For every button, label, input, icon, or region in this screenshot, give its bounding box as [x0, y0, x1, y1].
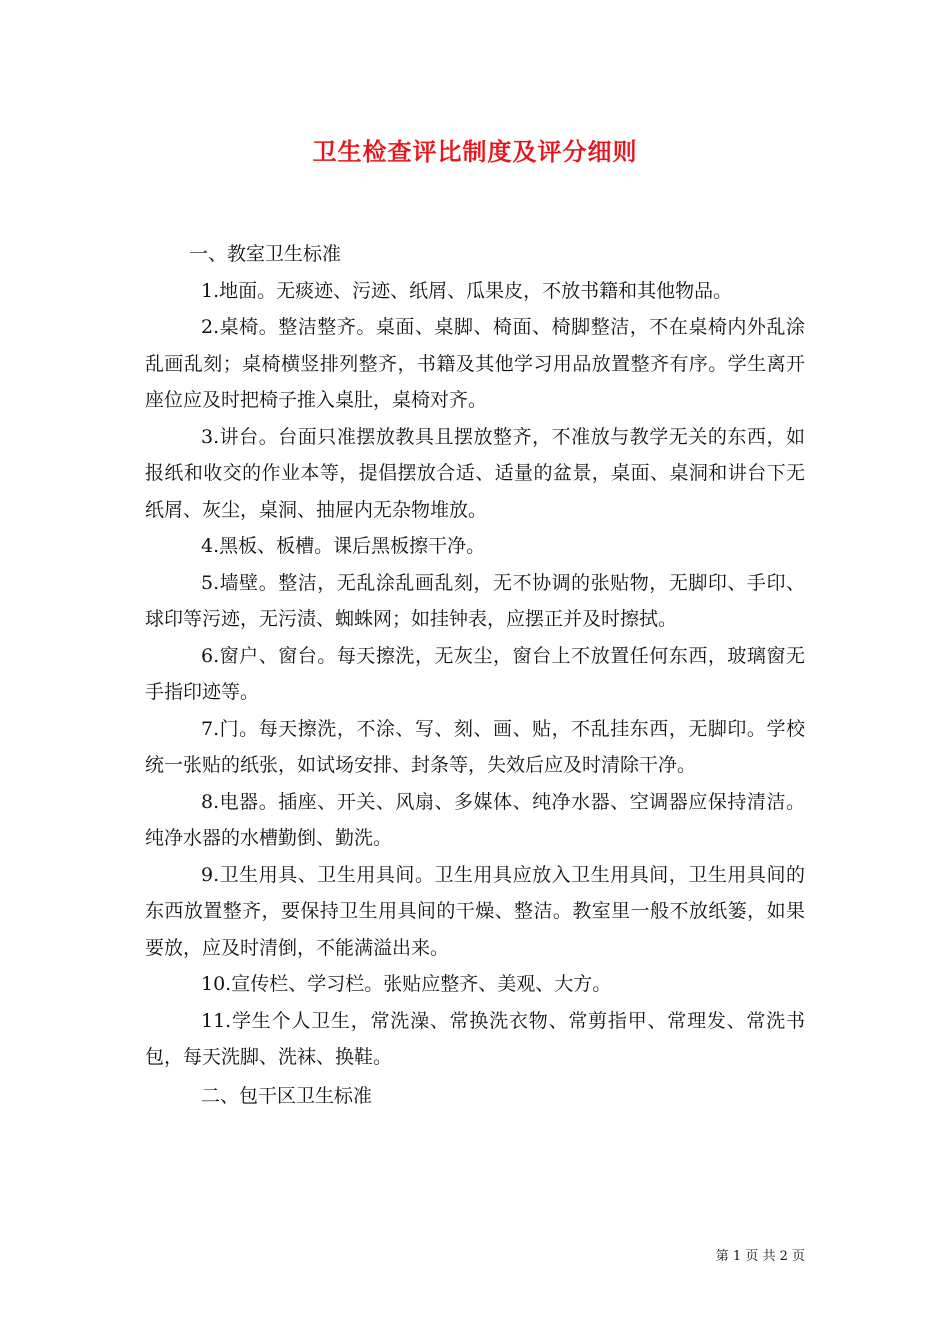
list-item: 11.学生个人卫生，常洗澡、常换洗衣物、常剪指甲、常理发、常洗书包，每天洗脚、洗袜、换鞋。 — [145, 1009, 805, 1068]
section-heading-classroom: 一、教室卫生标准 — [189, 243, 342, 265]
list-item: 4.黑板、板槽。课后黑板擦干净。 — [201, 535, 486, 557]
list-item: 7.门。每天擦洗，不涂、写、刻、画、贴，不乱挂东西，无脚印。学校统一张贴的纸张，如试场安排、封条等，失效后应及时清除干净。 — [145, 717, 805, 776]
list-item: 1.地面。无痰迹、污迹、纸屑、瓜果皮，不放书籍和其他物品。 — [201, 279, 733, 302]
list-item: 8.电器。插座、开关、风扇、多媒体、纯净水器、空调器应保持清洁。纯净水器的水槽勤倒、勤洗。 — [145, 790, 805, 849]
page-number: 第 1 页 共 2 页 — [715, 1249, 805, 1264]
list-item: 2.桌椅。整洁整齐。桌面、桌脚、椅面、椅脚整洁，不在桌椅内外乱涂乱画乱刻；桌椅横竖排列整齐，书籍及其他学习用品放置整齐有序。学生离开座位应及时把椅子推入桌肚，桌椅对齐。 — [145, 316, 805, 411]
list-item: 5.墙壁。整洁，无乱涂乱画乱刻，无不协调的张贴物，无脚印、手印、球印等污迹，无污渍、蜘蛛网；如挂钟表，应摆正并及时擦拭。 — [145, 571, 805, 630]
section-heading-area: 二、包干区卫生标准 — [201, 1084, 373, 1107]
document-body — [145, 236, 805, 1114]
list-item: 6.窗户、窗台。每天擦洗，无灰尘，窗台上不放置任何东西，玻璃窗无手指印迹等。 — [145, 644, 805, 703]
document-title: 卫生检查评比制度及评分细则 — [312, 137, 638, 166]
list-item: 9.卫生用具、卫生用具间。卫生用具应放入卫生用具间，卫生用具间的东西放置整齐，要保持卫生用具间的干燥、整洁。教室里一般不放纸篓，如果要放，应及时清倒，不能满溢出来。 — [145, 863, 805, 959]
list-item: 3.讲台。台面只准摆放教具且摆放整齐，不准放与教学无关的东西，如报纸和收交的作业本等，提倡摆放合适、适量的盆景，桌面、桌洞和讲台下无纸屑、灰尘，桌洞、抽屉内无杂物堆放。 — [145, 425, 805, 521]
list-item: 10.宣传栏、学习栏。张贴应整齐、美观、大方。 — [201, 973, 612, 995]
